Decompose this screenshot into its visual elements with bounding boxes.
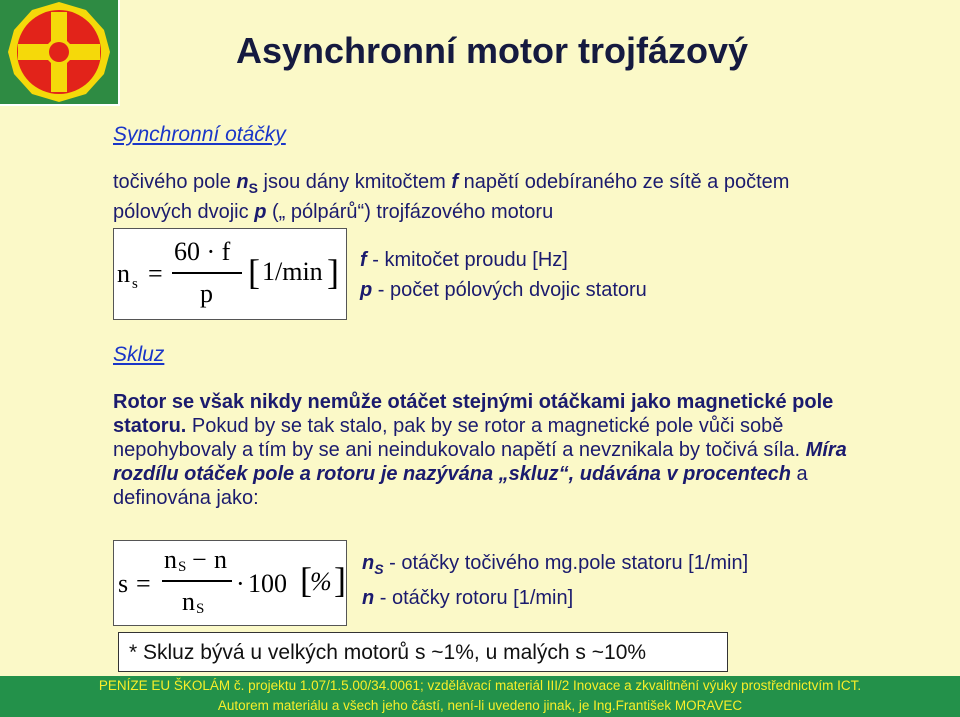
school-logo-icon bbox=[0, 0, 118, 104]
footer-line-1: PENÍZE EU ŠKOLÁM č. projektu 1.07/1.5.00/34.0061; vzdělávací materiál III/2 Inovace a zkvalitnění výuky prostřednictvím ICT. bbox=[98, 678, 862, 693]
fraction-bar bbox=[162, 580, 232, 582]
def-ns: $n_S$ - otáčky točivého mg.pole statoru [1/min] bbox=[362, 552, 749, 577]
def-f: f - kmitočet proudu [Hz] bbox=[360, 249, 568, 271]
def-n: n - otáčky rotoru [1/min] bbox=[362, 587, 574, 609]
section-heading-slip: Skluz bbox=[113, 343, 165, 366]
slip-note: * Skluz bývá u velkých motorů s ~1%, u malých s ~10% bbox=[118, 632, 728, 672]
logo-panel bbox=[0, 0, 120, 106]
synchronous-intro: točivého pole $n_S$ jsou dány kmitočtem f napětí odebíraného ze sítě a počtem pólových dvojic p („ pólpárů“) trojfázového motoru bbox=[113, 171, 790, 223]
page-title: Asynchronní motor trojfázový bbox=[236, 30, 749, 71]
footer bbox=[0, 676, 960, 717]
formula-synchronous-speed: n s = 60 · f p [ 1/min ] bbox=[113, 228, 347, 320]
fraction-bar bbox=[172, 272, 242, 274]
footer-line-2: Autorem materiálu a všech jeho částí, není-li uvedeno jinak, je Ing.František MORAVEC bbox=[217, 698, 743, 713]
section-heading-synchronous: Synchronní otáčky bbox=[113, 123, 286, 146]
slip-paragraph: Rotor se však nikdy nemůže otáčet stejnými otáčkami jako magnetické pole statoru. Pokud by se tak stalo, pak by se rotor a magnetické pole vůči sobě nepohybovaly a tím by se ani neindukovalo napětí a nevznikala by točivá síla. Míra rozdílu otáček pole a rotoru je nazývána „skluz“, udávána v procentech a definována jako: bbox=[113, 391, 847, 509]
def-p: p - počet pólových dvojic statoru bbox=[360, 279, 647, 301]
formula-slip: s = n S − n n S · 100 [ % ] bbox=[113, 540, 347, 626]
